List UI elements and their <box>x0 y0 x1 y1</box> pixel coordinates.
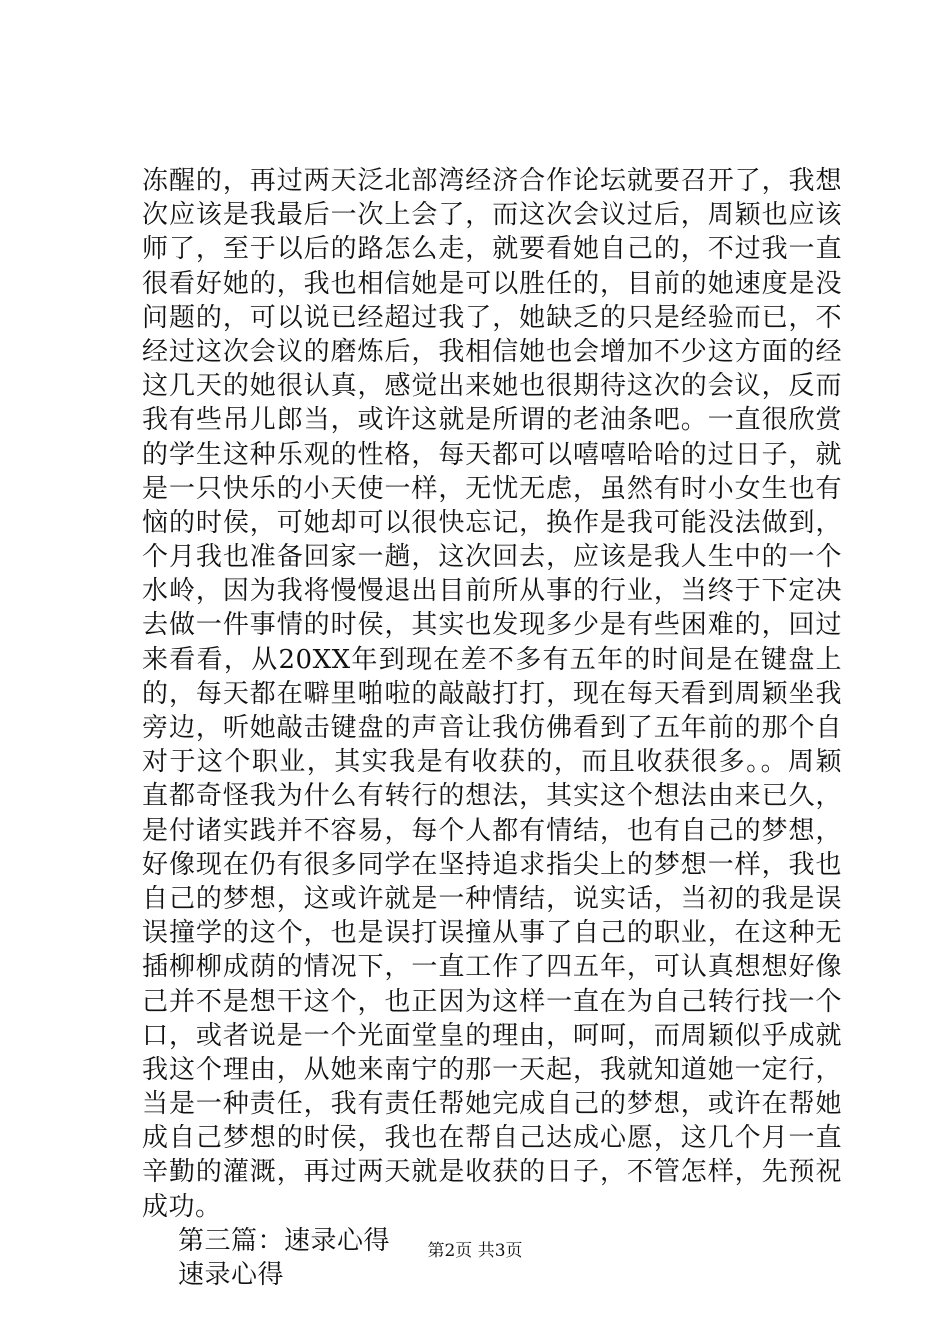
paragraph-line: 自己的梦想，这或许就是一种情结，说实话，当初的我是误 <box>142 883 842 914</box>
paragraph-line: 水岭，因为我将慢慢退出目前所从事的行业，当终于下定决 <box>142 576 842 607</box>
paragraph-line: 是付诸实践并不容易，每个人都有情结，也有自己的梦想， <box>142 815 842 846</box>
paragraph-line: 对于这个职业，其实我是有收获的，而且收获很多。。周颖 <box>142 747 842 778</box>
paragraph-line: 个月我也准备回家一趟，这次回去，应该是我人生中的一个 <box>142 542 842 573</box>
paragraph-line: 己并不是想干这个，也正因为这样一直在为自己转行找一个 <box>142 986 842 1017</box>
page-number-footer: 第2页 共3页 <box>427 1241 523 1261</box>
paragraph-line: 很看好她的，我也相信她是可以胜任的，目前的她速度是没 <box>142 268 842 299</box>
paragraph-line: 口，或者说是一个光面堂皇的理由，呵呵，而周颖似乎成就 <box>142 1020 842 1051</box>
paragraph-line: 我有些吊儿郎当，或许这就是所谓的老油条吧。一直很欣赏 <box>142 405 842 436</box>
section-heading: 第三篇：速录心得 <box>178 1225 391 1256</box>
paragraph-line: 当是一种责任，我有责任帮她完成自己的梦想，或许在帮她 <box>142 1089 842 1120</box>
paragraph-line: 问题的，可以说已经超过我了，她缺乏的只是经验而已，不 <box>142 302 842 333</box>
paragraph-line: 成功。 <box>142 1191 222 1222</box>
paragraph-line: 经过这次会议的磨炼后，我相信她也会增加不少这方面的经 <box>142 336 842 367</box>
paragraph-line: 插柳柳成荫的情况下，一直工作了四五年，可认真想想好像 <box>142 952 842 983</box>
paragraph-line: 好像现在仍有很多同学在坚持追求指尖上的梦想一样，我也 <box>142 849 842 880</box>
document-body <box>142 164 842 1292</box>
paragraph-line: 成自己梦想的时侯，我也在帮自己达成心愿，这几个月一直 <box>142 1123 842 1154</box>
paragraph-line: 次应该是我最后一次上会了，而这次会议过后，周颖也应该 <box>142 200 842 231</box>
paragraph-line: 的学生这种乐观的性格，每天都可以嘻嘻哈哈的过日子，就 <box>142 439 842 470</box>
paragraph-line: 这几天的她很认真，感觉出来她也很期待这次的会议，反而 <box>142 371 842 402</box>
paragraph-line: 误撞学的这个，也是误打误撞从事了自己的职业，在这种无 <box>142 918 842 949</box>
paragraph-line: 冻醒的，再过两天泛北部湾经济合作论坛就要召开了，我想 <box>142 166 842 196</box>
paragraph-line: 的，每天都在噼里啪啦的敲敲打打，现在每天看到周颖坐我 <box>142 678 842 709</box>
paragraph-line: 去做一件事情的时侯，其实也发现多少是有些困难的，回过 <box>142 610 842 641</box>
paragraph-line: 辛勤的灌溉，再过两天就是收获的日子，不管怎样，先预祝 <box>142 1157 842 1188</box>
paragraph-line: 我这个理由，从她来南宁的那一天起，我就知道她一定行， <box>142 1054 842 1085</box>
paragraph-line: 旁边，听她敲击键盘的声音让我仿佛看到了五年前的那个自 <box>142 713 842 743</box>
paragraph-line: 师了，至于以后的路怎么走，就要看她自己的，不过我一直 <box>142 234 842 265</box>
section-subheading: 速录心得 <box>178 1260 285 1290</box>
paragraph-line: 恼的时侯，可她却可以很快忘记，换作是我可能没法做到， <box>142 507 842 538</box>
paragraph-line: 直都奇怪我为什么有转行的想法，其实这个想法由来已久， <box>142 781 842 812</box>
paragraph-line: 来看看，从20XX年到现在差不多有五年的时间是在键盘上 <box>142 644 842 675</box>
paragraph-line: 是一只快乐的小天使一样，无忧无虑，虽然有时小女生也有 <box>142 473 842 504</box>
